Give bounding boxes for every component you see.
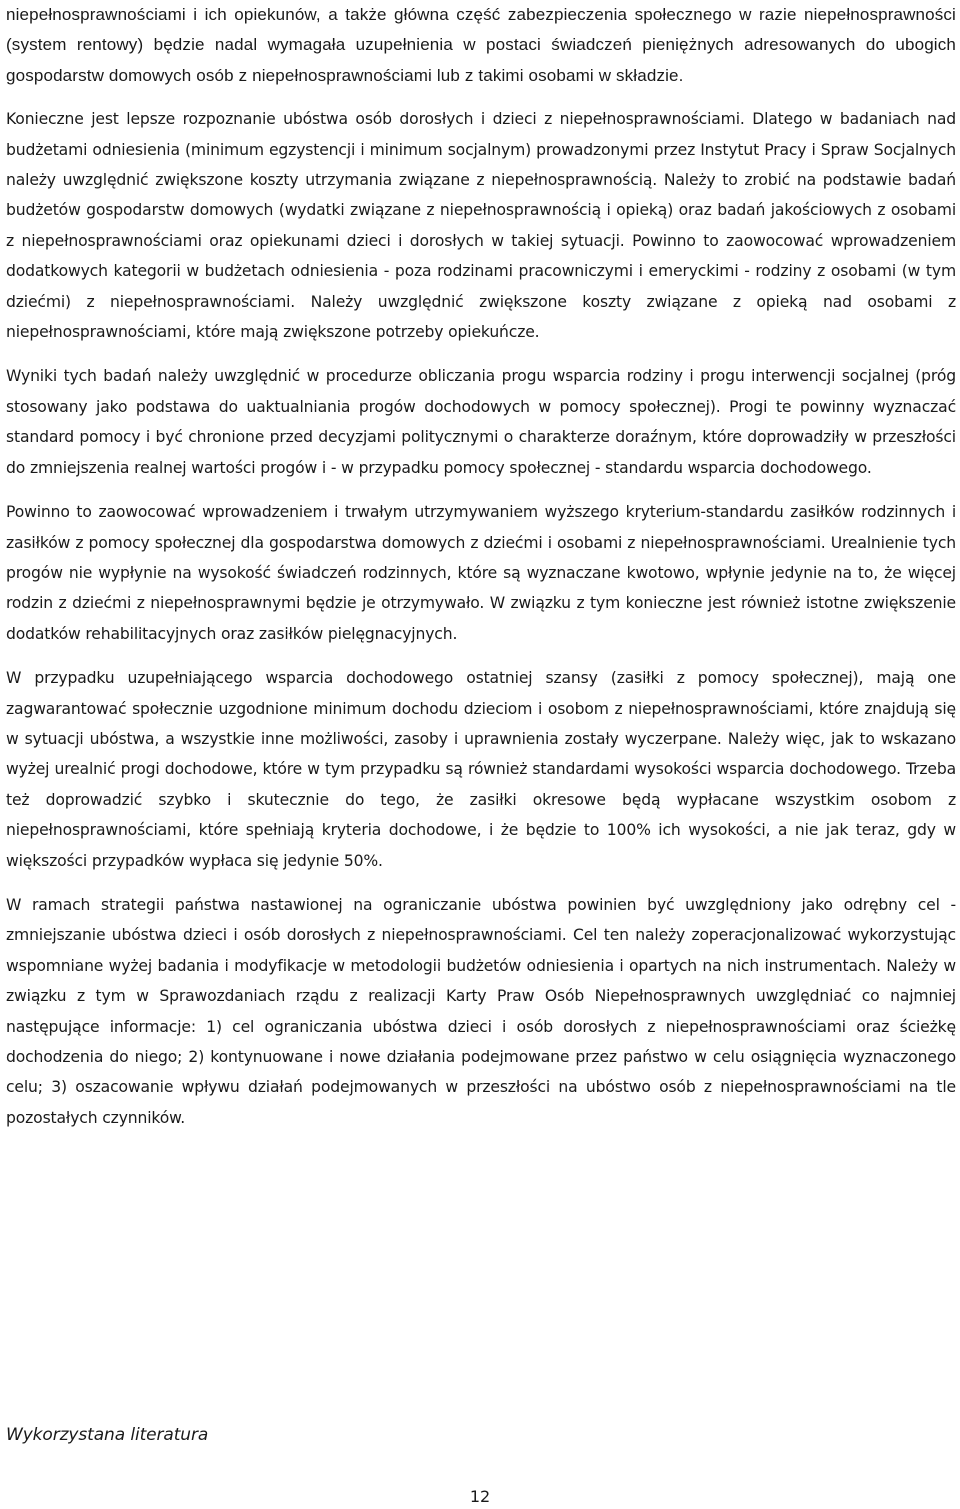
document-page [6, 0, 956, 1133]
paragraph-state-strategy: W ramach strategii państwa nastawionej na ograniczanie ubóstwa powinien być uwzględniony jako odrębny cel - zmniejszanie ubóstwa dzieci i osób dorosłych z niepełnosprawnościami. Cel ten należy zoperacjonalizować wykorzystując wspomniane wyżej badania i modyfikacje w metodologii budżetów odniesienia i opartych na nich instrumentach. Należy w związku z tym w Sprawozdaniach rządu z realizacji Karty Praw Osób Niepełnosprawnych uwzględniać co najmniej następujące informacje: 1) cel ograniczania ubóstwa dzieci i osób dorosłych z niepełnosprawnościami oraz ścieżkę dochodzenia do niego; 2) kontynuowane i nowe działania podejmowane przez państwo w celu osiągnięcia wyznaczonego celu; 3) oszacowanie wpływu działań podejmowanych w przeszłości na ubóstwo osób z niepełnosprawnościami na tle pozostałych czynników. [6, 895, 956, 1127]
intro-paragraph: niepełnosprawnościami i ich opiekunów, a także główna część zabezpieczenia społecznego w razie niepełnosprawności (system rentowy) będzie nadal wymagała uzupełnienia w postaci świadczeń pieniężnych adresowanych do ubogich gospodarstw domowych osób z niepełnosprawnościami lub z takimi osobami w składzie. [6, 5, 956, 85]
paragraph-last-resort-support: W przypadku uzupełniającego wsparcia dochodowego ostatniej szansy (zasiłki z pomocy społecznej), mają one zagwarantować społecznie uzgodnione minimum dochodu dzieciom i osobom z niepełnosprawnościami, które znajdują się w sytuacji ubóstwa, a wszystkie inne możliwości, zasoby i uprawnienia zostały wyczerpane. Należy więc, jak to wskazano wyżej urealnić progi dochodowe, które w tym przypadku są również standardami wysokości wsparcia dochodowego. Trzeba też doprowadzić szybko i skutecznie do tego, że zasiłki okresowe będą wypłacane wszystkim osobom z niepełnosprawnościami, które spełniają kryteria dochodowe, i że będzie to 100% ich wysokości, a nie jak teraz, gdy w większości przypadków wypłaca się jedynie 50%. [6, 669, 956, 870]
references-heading: Wykorzystana literatura [6, 1425, 209, 1445]
page-number: 12 [469, 1487, 491, 1506]
paragraph-family-benefits: Powinno to zaowocować wprowadzeniem i trwałym utrzymywaniem wyższego kryterium-standardu zasiłków rodzinnych i zasiłków z pomocy społecznej dla gospodarstwa domowych z dziećmi i osobami z niepełnosprawnościami. Urealnienie tych progów nie wypłynie na wysokość świadczeń rodzinnych, które są wyznaczane kwotowo, wpłynie jedynie na to, że więcej rodzin z dziećmi z niepełnosprawnymi będzie je otrzymywało. W związku z tym konieczne jest również istotne zwiększenie dodatków rehabilitacyjnych oraz zasiłków pielęgnacyjnych. [6, 503, 956, 643]
paragraph-poverty-recognition: Konieczne jest lepsze rozpoznanie ubóstwa osób dorosłych i dzieci z niepełnosprawnościami. Dlatego w badaniach nad budżetami odniesienia (minimum egzystencji i minimum socjalnym) prowadzonymi przez Instytut Pracy i Spraw Socjalnych należy uwzględnić zwiększone koszty utrzymania związane z niepełnosprawnością. Należy to zrobić na podstawie badań budżetów gospodarstw domowych (wydatki związane z niepełnosprawnością i opieką) oraz badań jakościowych z osobami z niepełnosprawnościami oraz opiekunami dzieci i dorosłych w takiej sytuacji. Powinno to zaowocować wprowadzeniem dodatkowych kategorii w budżetach odniesienia - poza rodzinami pracowniczymi i emeryckimi - rodziny z osobami (w tym dziećmi) z niepełnosprawnościami. Należy uwzględnić zwiększone koszty związane z opieką nad osobami z niepełnosprawnościami, które mają zwiększone potrzeby opiekuńcze. [6, 110, 956, 342]
paragraph-support-thresholds: Wyniki tych badań należy uwzględnić w procedurze obliczania progu wsparcia rodziny i progu interwencji socjalnej (próg stosowany jako podstawa do uaktualniania progów dochodowych w pomocy społecznej). Progi te powinny wyznaczać standard pomocy i być chronione przed decyzjami politycznymi o charakterze doraźnym, które doprowadziły w przeszłości do zmniejszenia realnej wartości progów i - w przypadku pomocy społecznej - standardu wsparcia dochodowego. [6, 367, 956, 477]
